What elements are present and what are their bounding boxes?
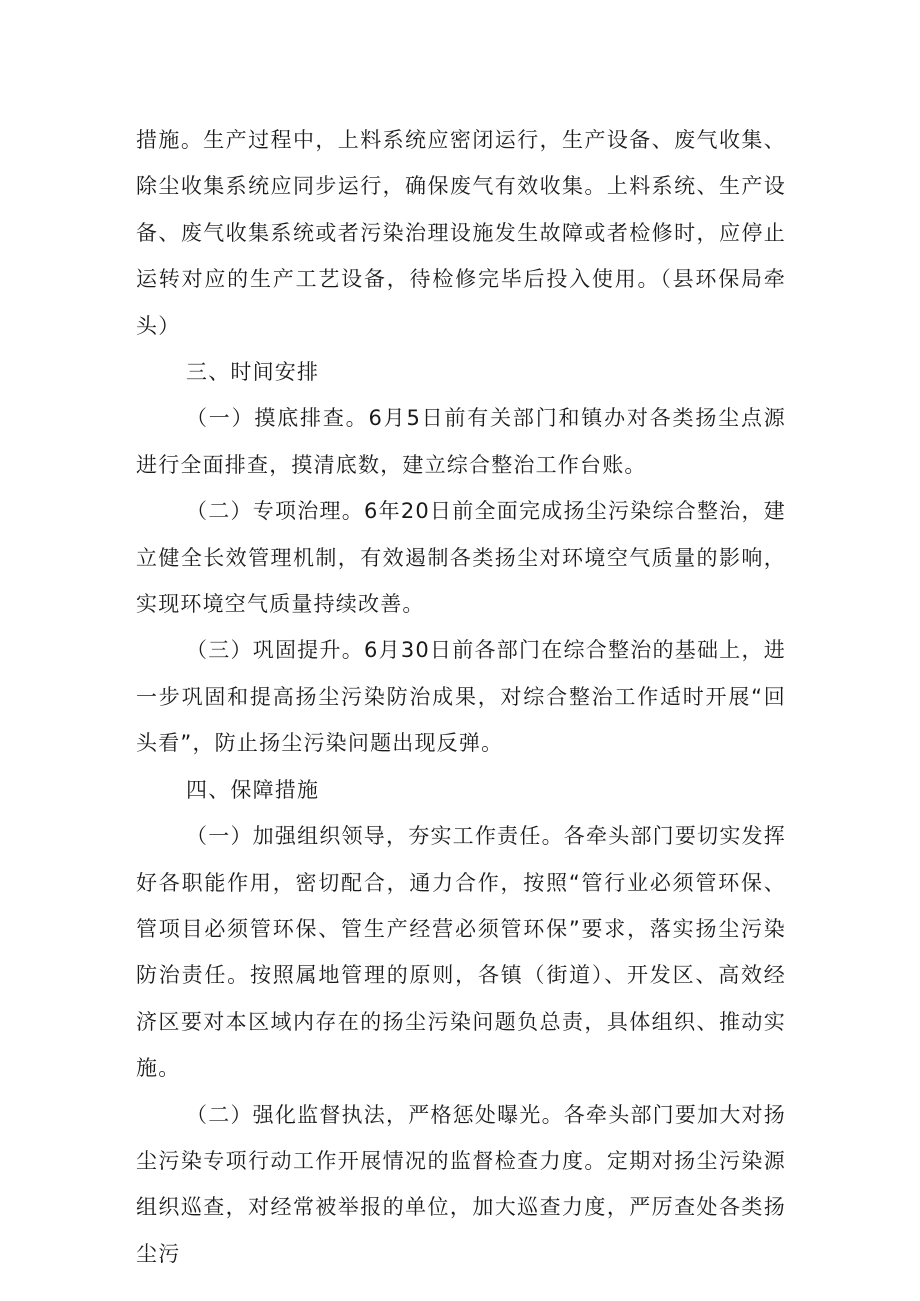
paragraph-organization-leadership: （一）加强组织领导，夯实工作责任。各牵头部门要切实发挥好各职能作用，密切配合，通力合作，按照“管行业必须管环保、管项目必须管环保、管生产经营必须管环保”要求，落实扬尘污染防治责任。按照属地管理的原则，各镇（街道）、开发区、高效经济区要对本区域内存在的扬尘污染问题负总责，具体组织、推动实施。 (136, 824, 786, 1081)
document-body (136, 117, 786, 1277)
section-heading-safeguards: 四、保障措施 (186, 777, 320, 802)
paragraph-investigation: （一）摸底排查。6月5日前有关部门和镇办对各类扬尘点源进行全面排查，摸清底数，建立综合整治工作台账。 (136, 406, 786, 477)
section-heading-schedule: 三、时间安排 (186, 360, 320, 385)
paragraph-supervision-enforcement: （二）强化监督执法，严格惩处曝光。各牵头部门要加大对扬尘污染专项行动工作开展情况的监督检查力度。定期对扬尘污染源组织巡查，对经常被举报的单位，加大巡查力度，严厉查处各类扬尘污 (136, 1102, 786, 1266)
paragraph-continued-measures: 措施。生产过程中，上料系统应密闭运行，生产设备、废气收集、除尘收集系统应同步运行，确保废气有效收集。上料系统、生产设备、废气收集系统或者污染治理设施发生故障或者检修时，应停止运转对应的生产工艺设备，待检修完毕后投入使用。（县环保局牵头） (136, 128, 786, 338)
paragraph-consolidation: （三）巩固提升。6月30日前各部门在综合整治的基础上，进一步巩固和提高扬尘污染防治成果，对综合整治工作适时开展“回头看”，防止扬尘污染问题出现反弹。 (136, 638, 786, 756)
paragraph-special-treatment: （二）专项治理。6年20日前全面完成扬尘污染综合整治，建立健全长效管理机制，有效遏制各类扬尘对环境空气质量的影响，实现环境空气质量持续改善。 (136, 499, 786, 617)
